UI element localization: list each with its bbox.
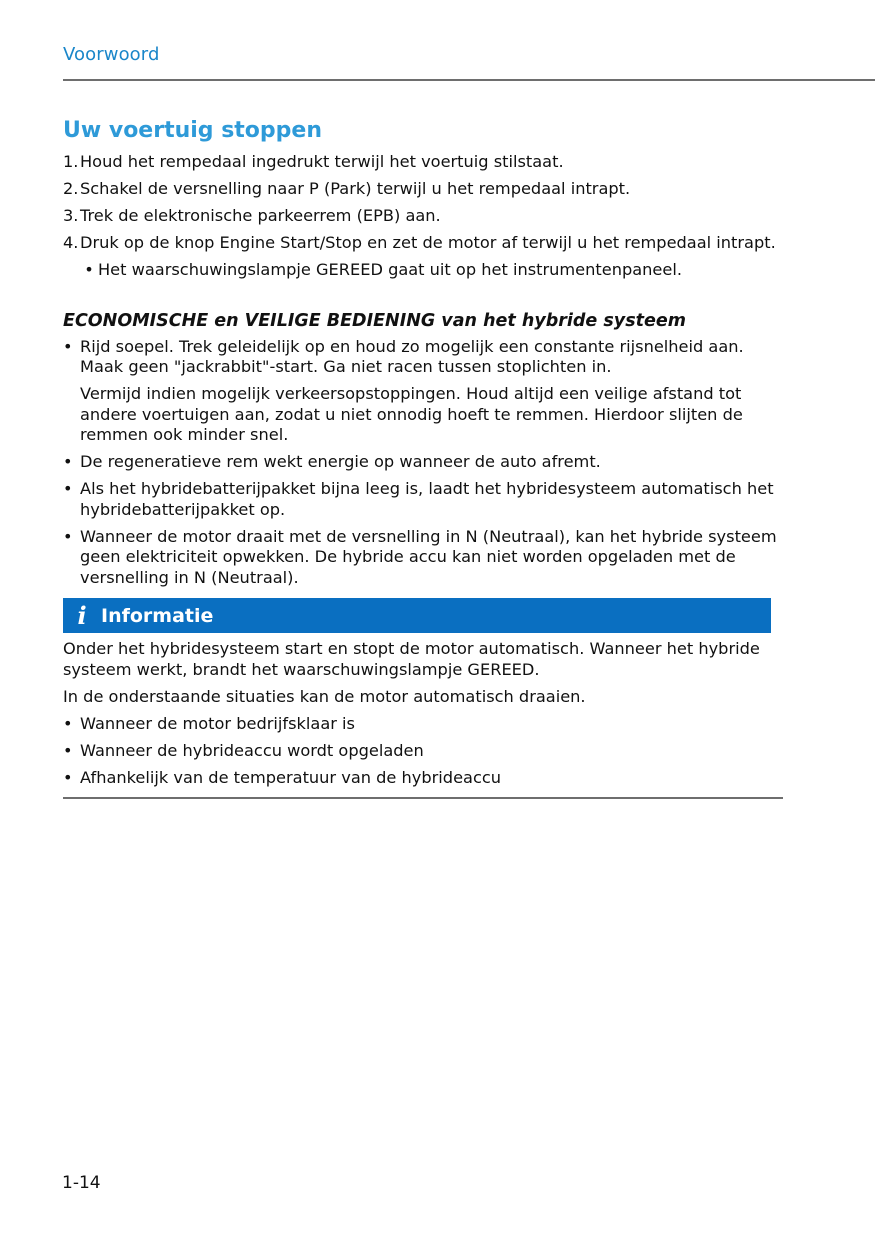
bullet-text: Afhankelijk van de temperatuur van de hybrideaccu — [80, 767, 502, 787]
header-divider — [63, 79, 875, 81]
list-item — [63, 714, 783, 735]
step-number: 2. — [63, 179, 79, 198]
sub-bullet — [63, 260, 783, 281]
bullet-text: Rijd soepel. Trek geleidelijk op en houd zo mogelijk een constante rijsnelheid aan. Maak geen "jackrabbit"-start. Ga niet racen tussen stoplichten in. — [80, 336, 744, 376]
info-bullets — [63, 714, 783, 789]
eco-bullets — [63, 337, 783, 589]
list-item — [63, 233, 783, 254]
step-text: Trek de elektronische parkeerrem (EPB) aan. — [80, 206, 441, 225]
list-item — [63, 206, 783, 227]
bullet-icon: • — [63, 336, 73, 356]
list-item — [63, 152, 783, 173]
bullet-text: Vermijd indien mogelijk verkeersopstoppingen. Houd altijd een veilige afstand tot andere voertuigen aan, zodat u niet onnodig hoeft te remmen. Hierdoor slijten de remmen ook minder snel. — [80, 384, 743, 444]
info-paragraph: In de onderstaande situaties kan de motor automatisch draaien. — [63, 686, 586, 706]
section-header: Voorwoord — [63, 44, 160, 65]
step-number: 1. — [63, 152, 79, 171]
bullet-text: Wanneer de motor bedrijfsklaar is — [80, 713, 355, 733]
info-title: Informatie — [101, 604, 214, 627]
list-item — [63, 337, 783, 446]
step-number: 3. — [63, 206, 79, 225]
sub-bullet-text: Het waarschuwingslampje GEREED gaat uit op het instrumentenpaneel. — [98, 260, 682, 279]
bullet-icon: • — [63, 479, 73, 498]
step-text: Druk op de knop Engine Start/Stop en zet de motor af terwijl u het rempedaal intrapt. — [80, 233, 776, 252]
list-item — [63, 479, 783, 520]
info-icon: i — [77, 601, 87, 630]
bullet-icon: • — [63, 526, 73, 546]
bullet-icon: • — [84, 260, 94, 279]
info-banner — [63, 598, 771, 633]
bullet-text: Wanneer de hybrideaccu wordt opgeladen — [80, 740, 424, 760]
info-divider — [63, 797, 783, 799]
list-item — [63, 179, 783, 200]
main-content — [63, 117, 783, 595]
list-item — [63, 527, 783, 589]
stop-steps — [63, 152, 783, 254]
stop-title: Uw voertuig stoppen — [63, 118, 323, 143]
bullet-icon: • — [63, 767, 73, 787]
bullet-icon: • — [63, 452, 73, 471]
list-item — [63, 741, 783, 762]
bullet-text: De regeneratieve rem wekt energie op wanneer de auto afremt. — [80, 452, 601, 471]
bullet-icon: • — [63, 713, 73, 733]
bullet-text: Wanneer de motor draait met de versnelling in N (Neutraal), kan het hybride systeem geen elektriciteit opwekken. De hybride accu kan niet worden opgeladen met de versnelling in N (Neutraal). — [80, 526, 777, 587]
bullet-icon: • — [63, 740, 73, 760]
list-item — [63, 768, 783, 789]
list-item — [63, 452, 783, 473]
info-paragraph: Onder het hybridesysteem start en stopt de motor automatisch. Wanneer het hybride systeem werkt, brandt het waarschuwingslampje GEREED. — [63, 639, 760, 679]
bullet-text: Als het hybridebatterijpakket bijna leeg is, laadt het hybridesysteem automatisch het hybridebatterijpakket op. — [80, 479, 774, 519]
info-body — [63, 639, 783, 795]
page-number: 1-14 — [62, 1173, 101, 1193]
step-number: 4. — [63, 233, 79, 252]
step-text: Houd het rempedaal ingedrukt terwijl het voertuig stilstaat. — [80, 152, 564, 171]
eco-heading: ECONOMISCHE en VEILIGE BEDIENING van het hybride systeem — [63, 310, 686, 331]
step-text: Schakel de versnelling naar P (Park) terwijl u het rempedaal intrapt. — [80, 179, 631, 198]
